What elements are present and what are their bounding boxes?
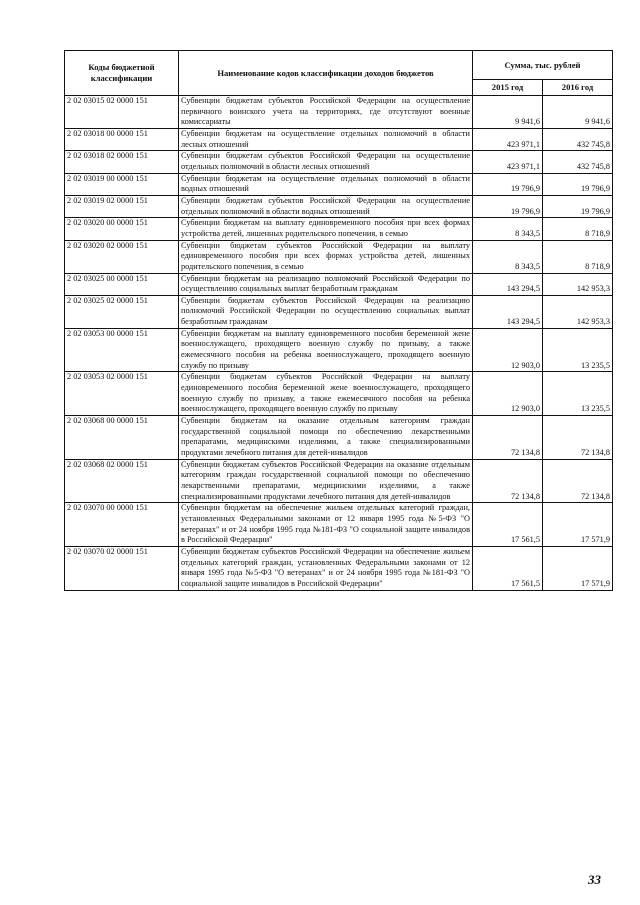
table-row	[65, 459, 613, 503]
table-row	[65, 218, 613, 240]
row-value-2015: 8 343,5	[473, 240, 543, 273]
row-value-2016: 19 796,9	[543, 195, 613, 217]
row-code: 2 02 03019 00 0000 151	[65, 173, 179, 195]
row-code: 2 02 03020 00 0000 151	[65, 218, 179, 240]
row-value-2016: 72 134,8	[543, 459, 613, 503]
row-value-2016: 13 235,5	[543, 372, 613, 416]
row-name: Субвенции бюджетам субъектов Российской Федерации на реализацию полномочий Российской Федерации по осуществлению социальных выплат безработным гражданам	[179, 295, 473, 328]
row-value-2016: 432 745,8	[543, 128, 613, 150]
row-name: Субвенции бюджетам субъектов Российской Федерации на оказание отдельным категориям граждан государственной социальной помощи по обеспечению лекарственными препаратами, медицинскими изделиями, а также специализированными продуктами лечебного питания для детей-инвалидов	[179, 459, 473, 503]
header-sum: Сумма, тыс. рублей	[473, 51, 613, 80]
row-value-2016: 19 796,9	[543, 173, 613, 195]
table-row	[65, 173, 613, 195]
row-code: 2 02 03053 00 0000 151	[65, 328, 179, 372]
row-code: 2 02 03025 02 0000 151	[65, 295, 179, 328]
row-code: 2 02 03020 02 0000 151	[65, 240, 179, 273]
row-code: 2 02 03053 02 0000 151	[65, 372, 179, 416]
table-body	[65, 96, 613, 591]
row-value-2015: 423 971,1	[473, 151, 543, 173]
table-row	[65, 372, 613, 416]
row-name: Субвенции бюджетам субъектов Российской Федерации на выплату единовременного пособия беременной жене военнослужащего, проходящего военную службу по призыву, а также ежемесячного пособия на ребенка военнослужащего, проходящего военную службу по призыву	[179, 372, 473, 416]
row-value-2015: 19 796,9	[473, 173, 543, 195]
row-name: Субвенции бюджетам на выплату единовременного пособия при всех формах устройства детей, лишенных родительского попечения, в семью	[179, 218, 473, 240]
table-row	[65, 295, 613, 328]
row-value-2016: 72 134,8	[543, 416, 613, 460]
table-row	[65, 96, 613, 129]
row-name: Субвенции бюджетам субъектов Российской Федерации на выплату единовременного пособия при всех формах устройства детей, лишенных родительского попечения, в семью	[179, 240, 473, 273]
row-value-2016: 9 941,6	[543, 96, 613, 129]
table-row	[65, 195, 613, 217]
row-value-2015: 423 971,1	[473, 128, 543, 150]
row-value-2015: 19 796,9	[473, 195, 543, 217]
header-year-2016: 2016 год	[543, 80, 613, 96]
row-name: Субвенции бюджетам на осуществление отдельных полномочий в области водных отношений	[179, 173, 473, 195]
row-name: Субвенции бюджетам субъектов Российской Федерации на осуществление отдельных полномочий в области лесных отношений	[179, 151, 473, 173]
header-year-2015: 2015 год	[473, 80, 543, 96]
row-code: 2 02 03070 00 0000 151	[65, 503, 179, 547]
header-code: Коды бюджетной классификации	[65, 51, 179, 96]
row-code: 2 02 03018 02 0000 151	[65, 151, 179, 173]
row-code: 2 02 03015 02 0000 151	[65, 96, 179, 129]
table-row	[65, 273, 613, 295]
row-code: 2 02 03068 02 0000 151	[65, 459, 179, 503]
row-code: 2 02 03018 00 0000 151	[65, 128, 179, 150]
row-name: Субвенции бюджетам субъектов Российской Федерации на осуществление отдельных полномочий в области водных отношений	[179, 195, 473, 217]
row-value-2015: 9 941,6	[473, 96, 543, 129]
table-row	[65, 151, 613, 173]
row-name: Субвенции бюджетам на осуществление отдельных полномочий в области лесных отношений	[179, 128, 473, 150]
budget-table	[64, 50, 613, 591]
row-name: Субвенции бюджетам на реализацию полномочий Российской Федерации по осуществлению социальных выплат безработным гражданам	[179, 273, 473, 295]
row-name: Субвенции бюджетам субъектов Российской Федерации на обеспечение жильем отдельных категорий граждан, установленных Федеральными законами от 12 января 1995 года №5-ФЗ "О ветеранах" и от 24 ноября 1995 года №181-ФЗ "О социальной защите инвалидов в Российской Федерации"	[179, 546, 473, 590]
row-value-2015: 12 903,0	[473, 372, 543, 416]
page-number: 33	[588, 872, 601, 887]
row-value-2016: 432 745,8	[543, 151, 613, 173]
row-code: 2 02 03019 02 0000 151	[65, 195, 179, 217]
row-value-2015: 72 134,8	[473, 416, 543, 460]
row-code: 2 02 03025 00 0000 151	[65, 273, 179, 295]
row-value-2015: 8 343,5	[473, 218, 543, 240]
row-name: Субвенции бюджетам субъектов Российской Федерации на осуществление первичного воинского учета на территориях, где отсутствуют военные комиссариаты	[179, 96, 473, 129]
row-value-2016: 142 953,3	[543, 273, 613, 295]
row-code: 2 02 03070 02 0000 151	[65, 546, 179, 590]
table-row	[65, 546, 613, 590]
row-value-2016: 142 953,3	[543, 295, 613, 328]
table-row	[65, 240, 613, 273]
row-value-2016: 8 718,9	[543, 218, 613, 240]
row-value-2015: 17 561,5	[473, 546, 543, 590]
row-name: Субвенции бюджетам на оказание отдельным категориям граждан государственной социальной помощи по обеспечению лекарственными препаратами, медицинскими изделиями, а также специализированными продуктами лечебного питания для детей-инвалидов	[179, 416, 473, 460]
table-row	[65, 328, 613, 372]
row-value-2016: 17 571,9	[543, 503, 613, 547]
table-row	[65, 416, 613, 460]
row-value-2015: 143 294,5	[473, 295, 543, 328]
row-name: Субвенции бюджетам на выплату единовременного пособия беременной жене военнослужащего, проходящего военную службу по призыву, а также ежемесячного пособия на ребенка военнослужащего, проходящего военную службу по призыву	[179, 328, 473, 372]
row-value-2015: 12 903,0	[473, 328, 543, 372]
header-name: Наименование кодов классификации доходов бюджетов	[179, 51, 473, 96]
row-name: Субвенции бюджетам на обеспечение жильем отдельных категорий граждан, установленных Федеральными законами от 12 января 1995 года №5-ФЗ "О ветеранах" и от 24 ноября 1995 года №181-ФЗ "О социальной защите инвалидов в Российской Федерации"	[179, 503, 473, 547]
row-value-2015: 17 561,5	[473, 503, 543, 547]
row-value-2015: 72 134,8	[473, 459, 543, 503]
table-row	[65, 503, 613, 547]
row-value-2015: 143 294,5	[473, 273, 543, 295]
row-value-2016: 13 235,5	[543, 328, 613, 372]
row-value-2016: 8 718,9	[543, 240, 613, 273]
row-value-2016: 17 571,9	[543, 546, 613, 590]
row-code: 2 02 03068 00 0000 151	[65, 416, 179, 460]
table-row	[65, 128, 613, 150]
